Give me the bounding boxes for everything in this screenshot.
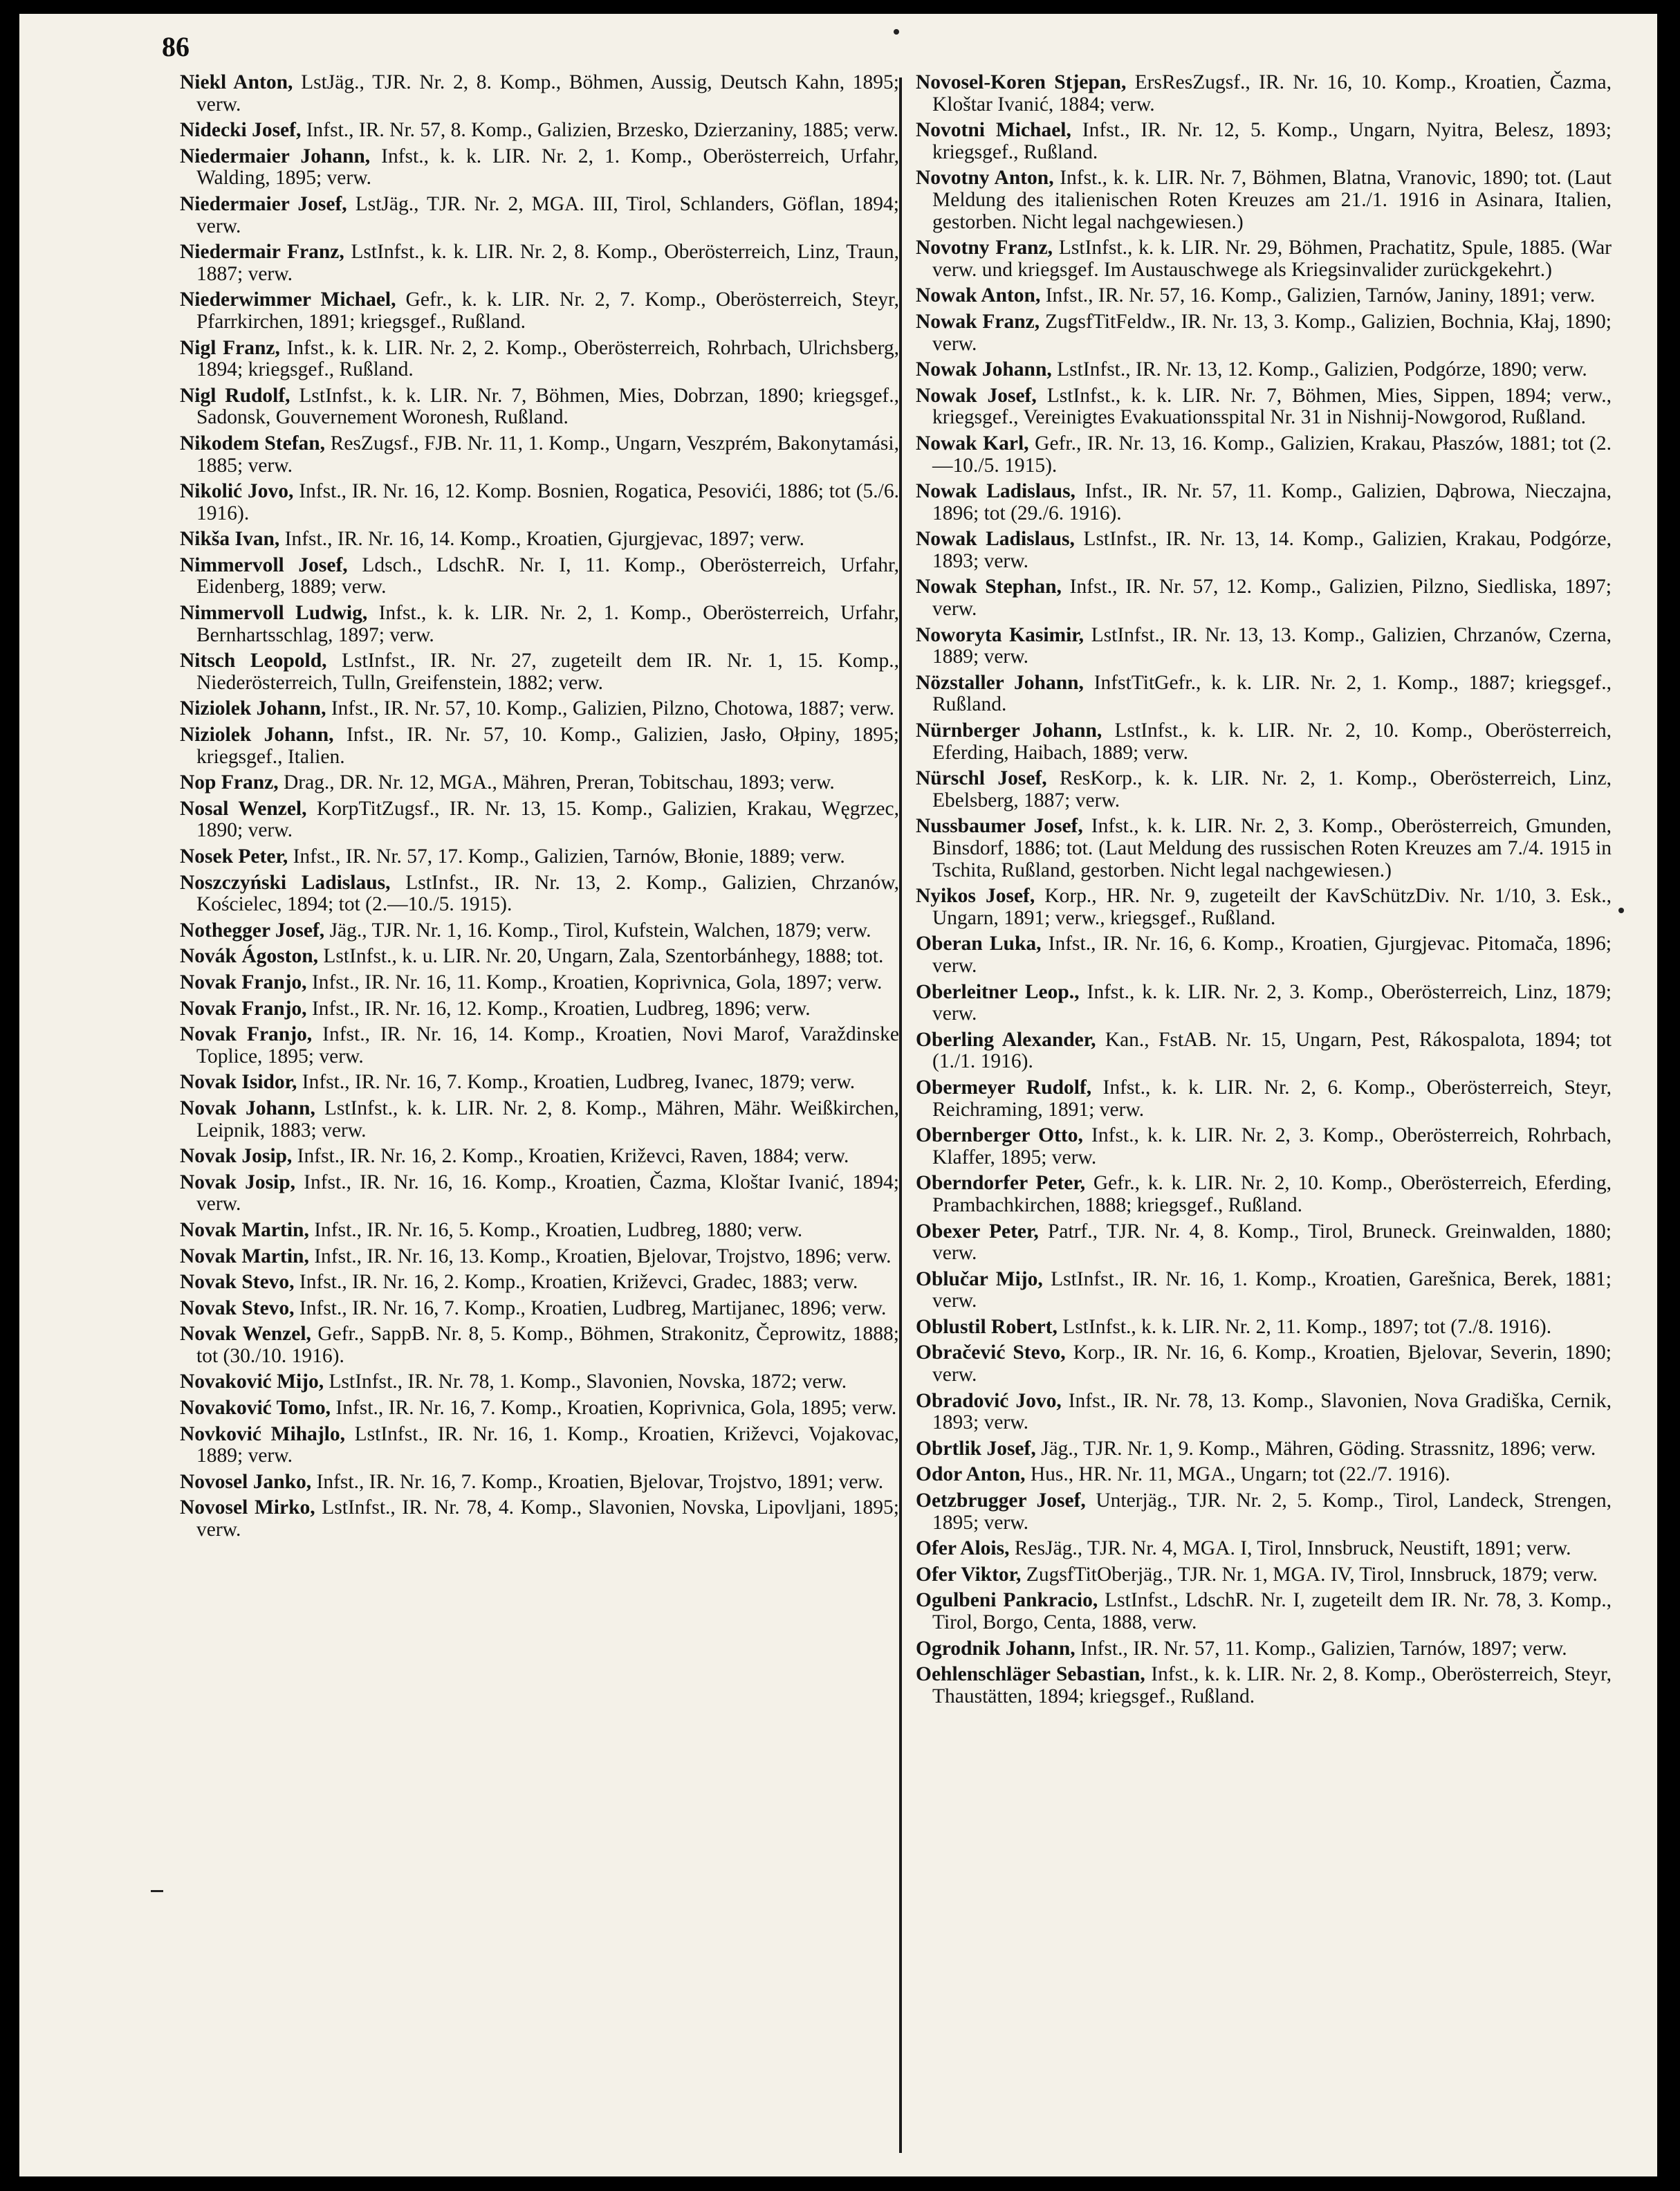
entry-name: Nimmervoll Ludwig, xyxy=(180,602,368,625)
register-entry xyxy=(180,1472,899,1494)
entry-details: LstInfst., k. k. LIR. Nr. 29, Böhmen, Prachatitz, Spule, 1885. (War verw. und kriegsgef. Im Austauschwege als Kriegsinvalider zurückgekehrt.) xyxy=(932,237,1612,281)
entry-name: Novak Franjo, xyxy=(180,1023,313,1046)
register-entry xyxy=(180,798,899,842)
entry-details: Infst., IR. Nr. 16, 16. Komp., Kroatien, Čazma, Kloštar Ivanić, 1894; verw. xyxy=(196,1171,899,1216)
entry-details: LstInfst., k. k. LIR. Nr. 2, 11. Komp., 1897; tot (7./8. 1916). xyxy=(1057,1315,1552,1338)
entry-details: LstInfst., k. k. LIR. Nr. 2, 10. Komp., Oberösterreich, Eferding, Haibach, 1889; verw. xyxy=(932,719,1612,764)
entry-name: Niziolek Johann, xyxy=(180,724,334,746)
entry-name: Nözstaller Johann, xyxy=(916,671,1084,694)
entry-name: Oberleitner Leop., xyxy=(916,980,1080,1003)
register-entry xyxy=(180,846,899,868)
entry-details: Drag., DR. Nr. 12, MGA., Mähren, Preran, Tobitschau, 1893; verw. xyxy=(278,771,835,794)
register-entry xyxy=(180,946,899,968)
entry-details: LstInfst., k. k. LIR. Nr. 2, 8. Komp., Mähren, Mähr. Weißkirchen, Leipnik, 1883; verw. xyxy=(196,1097,900,1142)
entry-details: Infst., IR. Nr. 57, 11. Komp., Galizien, Dąbrowa, Nieczajna, 1896; tot (29./6. 1916). xyxy=(932,480,1612,524)
register-entry xyxy=(916,1269,1612,1312)
register-entry xyxy=(180,1424,899,1467)
entry-details: Infst., IR. Nr. 57, 10. Komp., Galizien, Jasło, Ołpiny, 1895; kriegsgef., Italien. xyxy=(196,724,899,768)
register-entry xyxy=(180,385,899,429)
entry-details: LstInfst., IR. Nr. 13, 12. Komp., Galizien, Podgórze, 1890; verw. xyxy=(1051,358,1587,381)
entry-name: Niziolek Johann, xyxy=(180,697,326,720)
entry-name: Nikša Ivan, xyxy=(180,528,280,551)
entry-details: InfstTitGefr., k. k. LIR. Nr. 2, 1. Komp., 1887; kriegsgef., Rußland. xyxy=(932,671,1612,716)
register-entry xyxy=(916,1490,1612,1534)
entry-name: Novković Mihajlo, xyxy=(180,1422,345,1445)
entry-name: Nürnberger Johann, xyxy=(916,719,1102,742)
register-entry xyxy=(180,1146,899,1168)
register-entry xyxy=(180,698,899,720)
entry-details: LstInfst., k. u. LIR. Nr. 20, Ungarn, Zala, Szentorbánhegy, 1888; tot. xyxy=(317,945,884,968)
register-entry xyxy=(180,146,899,190)
register-entry xyxy=(916,1342,1612,1386)
entry-name: Obernberger Otto, xyxy=(916,1124,1083,1147)
entry-name: Noszczyński Ladislaus, xyxy=(180,871,391,894)
register-entry xyxy=(180,872,899,916)
register-entry xyxy=(180,1246,899,1268)
entry-details: Infst., IR. Nr. 57, 12. Komp., Galizien, Pilzno, Siedliska, 1897; verw. xyxy=(932,576,1612,621)
entry-details: Infst., IR. Nr. 16, 12. Komp., Kroatien, Ludbreg, 1896; verw. xyxy=(306,997,811,1020)
entry-name: Novak Martin, xyxy=(180,1218,309,1241)
register-entry xyxy=(916,167,1612,233)
register-entry xyxy=(916,481,1612,524)
register-entry xyxy=(916,1125,1612,1168)
entry-details: Infst., k. k. LIR. Nr. 2, 1. Komp., Oberösterreich, Urfahr, Walding, 1895; verw. xyxy=(196,145,899,190)
register-entry xyxy=(916,768,1612,812)
entry-details: LstInfst., IR. Nr. 13, 13. Komp., Galizien, Chrzanów, Czerna, 1889; verw. xyxy=(932,623,1612,668)
entry-details: LstInfst., IR. Nr. 78, 1. Komp., Slavonien, Novska, 1872; verw. xyxy=(324,1370,847,1393)
register-entry xyxy=(916,1221,1612,1265)
entry-details: Infst., k. k. LIR. Nr. 2, 6. Komp., Oberösterreich, Steyr, Reichraming, 1891; verw. xyxy=(932,1076,1612,1121)
entry-details: Gefr., k. k. LIR. Nr. 2, 10. Komp., Oberösterreich, Eferding, Prambachkirchen, 1888; kriegsgef., Rußland. xyxy=(932,1172,1612,1216)
entry-name: Nothegger Josef, xyxy=(180,919,325,942)
entry-name: Obermeyer Rudolf, xyxy=(916,1076,1092,1099)
entry-details: Unterjäg., TJR. Nr. 2, 5. Komp., Tirol, Landeck, Strengen, 1895; verw. xyxy=(932,1489,1612,1534)
entry-details: Gefr., SappB. Nr. 8, 5. Komp., Böhmen, Strakonitz, Čeprowitz, 1888; tot (30./10. 1916). xyxy=(196,1323,899,1367)
entry-name: Nigl Franz, xyxy=(180,336,280,359)
entry-details: Infst., IR. Nr. 16, 2. Komp., Kroatien, Križevci, Gradec, 1883; verw. xyxy=(294,1271,858,1294)
entry-name: Nidecki Josef, xyxy=(180,119,302,142)
entry-details: LstJäg., TJR. Nr. 2, 8. Komp., Böhmen, Aussig, Deutsch Kahn, 1895; verw. xyxy=(196,71,899,116)
entry-name: Novak Franjo, xyxy=(180,971,307,993)
entry-details: LstInfst., IR. Nr. 27, zugeteilt dem IR. Nr. 1, 15. Komp., Niederösterreich, Tulln, Greifenstein, 1882; verw. xyxy=(196,650,899,694)
entry-name: Nowak Johann, xyxy=(916,358,1052,381)
entry-name: Obradović Jovo, xyxy=(916,1389,1062,1412)
entry-details: LstInfst., IR. Nr. 13, 2. Komp., Galizien, Chrzanów, Kościelec, 1894; tot (2.—10./5. 1915). xyxy=(196,871,899,916)
entry-name: Novaković Mijo, xyxy=(180,1370,324,1393)
entry-details: LstInfst., IR. Nr. 16, 1. Komp., Kroatien, Garešnica, Berek, 1881; verw. xyxy=(932,1267,1612,1312)
register-entry xyxy=(916,886,1612,929)
entry-name: Ofer Viktor, xyxy=(916,1563,1022,1586)
entry-name: Oberling Alexander, xyxy=(916,1028,1096,1051)
ink-speck xyxy=(894,29,899,35)
entry-name: Novaković Tomo, xyxy=(180,1397,331,1420)
entry-name: Nowak Stephan, xyxy=(916,576,1062,598)
entry-details: Infst., IR. Nr. 57, 17. Komp., Galizien, Tarnów, Błonie, 1889; verw. xyxy=(288,845,845,868)
entry-name: Nyikos Josef, xyxy=(916,885,1035,908)
entry-name: Niederwimmer Michael, xyxy=(180,288,396,311)
entry-details: Infst., IR. Nr. 16, 7. Komp., Kroatien, Ludbreg, Martijanec, 1896; verw. xyxy=(294,1296,887,1319)
entry-details: LstInfst., IR. Nr. 13, 14. Komp., Galizien, Krakau, Podgórze, 1893; verw. xyxy=(932,528,1612,572)
entry-details: KorpTitZugsf., IR. Nr. 13, 15. Komp., Galizien, Krakau, Węgrzec, 1890; verw. xyxy=(196,797,899,842)
entry-name: Odor Anton, xyxy=(916,1463,1026,1486)
register-entry xyxy=(180,1220,899,1242)
register-entry xyxy=(180,1371,899,1393)
entry-details: Infst., k. k. LIR. Nr. 2, 3. Komp., Oberösterreich, Linz, 1879; verw. xyxy=(932,980,1612,1025)
entry-name: Nikolić Jovo, xyxy=(180,480,294,503)
entry-details: Gefr., IR. Nr. 13, 16. Komp., Galizien, Krakau, Płaszów, 1881; tot (2.—10./5. 1915). xyxy=(932,432,1612,477)
entry-details: Infst., IR. Nr. 16, 7. Komp., Kroatien, Ludbreg, Ivanec, 1879; verw. xyxy=(297,1071,856,1094)
register-entry xyxy=(916,1077,1612,1121)
entry-details: LstInfst., LdschR. Nr. I, zugeteilt dem IR. Nr. 78, 3. Komp., Tirol, Borgo, Centa, 1888, verw. xyxy=(932,1589,1612,1633)
register-entry xyxy=(916,1538,1612,1560)
entry-name: Novak Stevo, xyxy=(180,1271,295,1294)
entry-details: Infst., k. k. LIR. Nr. 2, 2. Komp., Oberösterreich, Rohrbach, Ulrichsberg, 1894; kriegsgef., Rußland. xyxy=(196,336,900,381)
entry-details: LstInfst., IR. Nr. 78, 4. Komp., Slavonien, Novska, Lipovljani, 1895; verw. xyxy=(196,1496,899,1541)
entry-name: Nigl Rudolf, xyxy=(180,384,290,407)
register-entry xyxy=(916,237,1612,281)
register-entry xyxy=(180,433,899,477)
entry-details: Infst., IR. Nr. 16, 2. Komp., Kroatien, Križevci, Raven, 1884; verw. xyxy=(292,1145,849,1168)
register-entry xyxy=(916,576,1612,620)
entry-name: Novak Franjo, xyxy=(180,997,307,1020)
entry-details: Infst., k. k. LIR. Nr. 7, Böhmen, Blatna, Vranovic, 1890; tot. (Laut Meldung des italienischen Roten Kreuzes am 21./1. 1916 in Asinara, Italien, gestorben. Nicht legal nachgewiesen.) xyxy=(932,167,1612,233)
entry-name: Nowak Anton, xyxy=(916,284,1041,307)
register-entry xyxy=(916,1391,1612,1434)
entry-name: Oberan Luka, xyxy=(916,933,1042,955)
entry-name: Nitsch Leopold, xyxy=(180,650,327,672)
entry-name: Nowak Josef, xyxy=(916,384,1037,407)
register-entry xyxy=(180,1072,899,1094)
entry-name: Oehlenschläger Sebastian, xyxy=(916,1663,1145,1686)
entry-details: ZugsfTitFeldw., IR. Nr. 13, 3. Komp., Galizien, Bochnia, Kłaj, 1890; verw. xyxy=(932,310,1612,355)
entry-details: Jäg., TJR. Nr. 1, 9. Komp., Mähren, Göding. Strassnitz, 1896; verw. xyxy=(1035,1437,1596,1460)
entry-details: Korp., IR. Nr. 16, 6. Komp., Kroatien, Bjelovar, Severin, 1890; verw. xyxy=(932,1341,1612,1386)
register-entry xyxy=(180,1172,899,1216)
entry-details: Infst., k. k. LIR. Nr. 2, 8. Komp., Oberösterreich, Steyr, Thaustätten, 1894; kriegsgef., Rußland. xyxy=(932,1663,1612,1707)
entry-name: Nowak Karl, xyxy=(916,432,1029,455)
register-entry xyxy=(916,1464,1612,1486)
entry-details: Infst., IR. Nr. 57, 16. Komp., Galizien, Tarnów, Janiny, 1891; verw. xyxy=(1040,284,1596,307)
ink-speck xyxy=(1618,908,1624,913)
register-entry xyxy=(180,120,899,142)
entry-name: Nowak Franz, xyxy=(916,310,1040,333)
entry-details: Kan., FstAB. Nr. 15, Ungarn, Pest, Rákospalota, 1894; tot (1./1. 1916). xyxy=(932,1028,1612,1073)
register-entry xyxy=(916,1564,1612,1586)
entry-details: Infst., IR. Nr. 16, 5. Komp., Kroatien, Ludbreg, 1880; verw. xyxy=(308,1218,803,1241)
register-entry xyxy=(916,385,1612,429)
register-entry xyxy=(180,241,899,285)
entry-name: Ofer Alois, xyxy=(916,1537,1010,1560)
entry-name: Novotni Michael, xyxy=(916,119,1071,142)
register-entry xyxy=(916,933,1612,977)
entry-details: ErsResZugsf., IR. Nr. 16, 10. Komp., Kroatien, Čazma, Kloštar Ivanić, 1884; verw. xyxy=(932,71,1612,116)
register-entry xyxy=(180,603,899,646)
register-entry xyxy=(180,1323,899,1367)
entry-name: Obexer Peter, xyxy=(916,1220,1039,1243)
register-entry xyxy=(916,1317,1612,1339)
entry-name: Niedermaier Josef, xyxy=(180,192,347,215)
entry-details: Jäg., TJR. Nr. 1, 16. Komp., Tirol, Kufstein, Walchen, 1879; verw. xyxy=(324,919,871,942)
entry-details: LstInfst., k. k. LIR. Nr. 2, 8. Komp., Oberösterreich, Linz, Traun, 1887; verw. xyxy=(196,241,899,285)
page-number: 86 xyxy=(162,31,190,62)
entry-details: Infst., IR. Nr. 16, 12. Komp. Bosnien, Rogatica, Pesovići, 1886; tot (5./6. 1916). xyxy=(196,480,899,524)
entry-details: Ldsch., LdschR. Nr. I, 11. Komp., Oberösterreich, Urfahr, Eidenberg, 1889; verw. xyxy=(196,553,899,598)
register-entry xyxy=(916,529,1612,572)
register-entry xyxy=(180,481,899,524)
entry-details: ResZugsf., FJB. Nr. 11, 1. Komp., Ungarn, Veszprém, Bakonytamási, 1885; verw. xyxy=(196,432,899,477)
entry-details: LstJäg., TJR. Nr. 2, MGA. III, Tirol, Schlanders, Göflan, 1894; verw. xyxy=(196,192,899,237)
entry-name: Niedermair Franz, xyxy=(180,241,344,264)
entry-details: Infst., IR. Nr. 16, 7. Komp., Kroatien, Koprivnica, Gola, 1895; verw. xyxy=(331,1397,897,1420)
entry-name: Oberndorfer Peter, xyxy=(916,1172,1086,1195)
entry-name: Noworyta Kasimir, xyxy=(916,623,1084,646)
entry-name: Novák Ágoston, xyxy=(180,945,318,968)
register-entry xyxy=(916,433,1612,477)
entry-details: Gefr., k. k. LIR. Nr. 2, 7. Komp., Oberösterreich, Steyr, Pfarrkirchen, 1891; kriegsgef., Rußland. xyxy=(196,288,899,333)
entry-name: Novosel Janko, xyxy=(180,1470,312,1493)
entry-name: Novosel-Koren Stjepan, xyxy=(916,71,1127,93)
entry-details: Infst., IR. Nr. 16, 13. Komp., Kroatien, Bjelovar, Trojstvo, 1896; verw. xyxy=(308,1245,892,1267)
register-entry xyxy=(916,816,1612,881)
register-entry xyxy=(180,72,899,116)
register-entry xyxy=(916,72,1612,116)
entry-name: Oetzbrugger Josef, xyxy=(916,1489,1086,1512)
register-entry xyxy=(916,1638,1612,1660)
entry-details: Infst., IR. Nr. 16, 11. Komp., Kroatien, Koprivnica, Gola, 1897; verw. xyxy=(306,971,883,993)
entry-details: Infst., IR. Nr. 16, 6. Komp., Kroatien, Gjurgjevac. Pitomača, 1896; verw. xyxy=(932,933,1612,977)
register-entry xyxy=(916,311,1612,355)
entry-name: Novak Johann, xyxy=(180,1097,315,1119)
entry-details: Infst., k. k. LIR. Nr. 2, 1. Komp., Oberösterreich, Urfahr, Bernhartsschlag, 1897; verw. xyxy=(196,602,899,646)
register-entry xyxy=(916,720,1612,764)
register-entry xyxy=(180,1024,899,1067)
entry-details: Patrf., TJR. Nr. 4, 8. Komp., Tirol, Bruneck. Greinwalden, 1880; verw. xyxy=(932,1220,1612,1265)
entry-details: Infst., IR. Nr. 57, 11. Komp., Galizien, Tarnów, 1897; verw. xyxy=(1075,1637,1567,1660)
register-entry xyxy=(180,724,899,768)
entry-name: Nop Franz, xyxy=(180,771,279,794)
document-page xyxy=(19,14,1657,2176)
entry-details: Infst., IR. Nr. 12, 5. Komp., Ungarn, Nyitra, Belesz, 1893; kriegsgef., Rußland. xyxy=(932,119,1612,163)
register-entry xyxy=(916,625,1612,668)
register-entry xyxy=(916,1590,1612,1633)
entry-details: LstInfst., IR. Nr. 16, 1. Komp., Kroatien, Križevci, Vojakovac, 1889; verw. xyxy=(196,1422,899,1467)
entry-name: Oblustil Robert, xyxy=(916,1315,1058,1338)
entry-name: Nowak Ladislaus, xyxy=(916,480,1076,503)
entry-details: Infst., IR. Nr. 16, 7. Komp., Kroatien, Bjelovar, Trojstvo, 1891; verw. xyxy=(311,1470,884,1493)
entry-name: Oblučar Mijo, xyxy=(916,1267,1043,1290)
entry-name: Nikodem Stefan, xyxy=(180,432,326,455)
entry-name: Novak Isidor, xyxy=(180,1071,297,1094)
register-entry xyxy=(180,1497,899,1541)
entry-name: Ogulbeni Pankracio, xyxy=(916,1589,1098,1612)
entry-details: Infst., IR. Nr. 57, 10. Komp., Galizien, Pilzno, Chotowa, 1887; verw. xyxy=(326,697,895,720)
entry-name: Novak Stevo, xyxy=(180,1296,295,1319)
entry-details: Infst., IR. Nr. 57, 8. Komp., Galizien, Brzesko, Dzierzaniny, 1885; verw. xyxy=(301,119,899,142)
left-column xyxy=(180,72,899,1546)
register-entry xyxy=(916,982,1612,1025)
entry-name: Niekl Anton, xyxy=(180,71,293,93)
entry-name: Niedermaier Johann, xyxy=(180,145,371,167)
register-entry xyxy=(916,359,1612,381)
entry-name: Nürschl Josef, xyxy=(916,767,1047,790)
entry-name: Novak Josip, xyxy=(180,1145,293,1168)
register-entry xyxy=(180,1298,899,1320)
register-entry xyxy=(180,338,899,381)
register-entry xyxy=(180,555,899,598)
margin-dash xyxy=(151,1890,163,1892)
entry-name: Nosek Peter, xyxy=(180,845,288,868)
entry-details: ResJäg., TJR. Nr. 4, MGA. I, Tirol, Innsbruck, Neustift, 1891; verw. xyxy=(1009,1537,1571,1560)
register-entry xyxy=(180,194,899,237)
register-entry xyxy=(916,285,1612,307)
entry-details: Infst., k. k. LIR. Nr. 2, 3. Komp., Oberösterreich, Gmunden, Binsdorf, 1886; tot. (Laut Meldung des russischen Roten Kreuzes am 7./4. 1915 in Tschita, Rußland, gestorben. Nicht legal nachgewiesen.) xyxy=(932,815,1612,881)
register-entry xyxy=(180,972,899,994)
column-divider xyxy=(899,77,902,2153)
entry-name: Novosel Mirko, xyxy=(180,1496,315,1519)
register-entry xyxy=(916,1664,1612,1707)
register-entry xyxy=(916,672,1612,716)
entry-details: LstInfst., k. k. LIR. Nr. 7, Böhmen, Mies, Sippen, 1894; verw., kriegsgef., Vereinigtes Evakuationsspital Nr. 31 in Nishnij-Nowgorod, Rußland. xyxy=(932,384,1612,429)
entry-name: Ogrodnik Johann, xyxy=(916,1637,1076,1660)
entry-name: Nussbaumer Josef, xyxy=(916,815,1083,838)
entry-details: Infst., IR. Nr. 16, 14. Komp., Kroatien, Novi Marof, Varaždinske Toplice, 1895; verw. xyxy=(196,1023,899,1067)
register-entry xyxy=(180,1098,899,1142)
entry-details: LstInfst., k. k. LIR. Nr. 7, Böhmen, Mies, Dobrzan, 1890; kriegsgef., Sadonsk, Gouvernement Woronesh, Rußland. xyxy=(196,384,899,429)
entry-name: Novotny Franz, xyxy=(916,237,1053,259)
entry-name: Nowak Ladislaus, xyxy=(916,528,1075,551)
entry-name: Nosal Wenzel, xyxy=(180,797,307,820)
register-entry xyxy=(916,120,1612,163)
register-entry xyxy=(916,1029,1612,1073)
entry-name: Nimmervoll Josef, xyxy=(180,553,348,576)
entry-name: Obrtlik Josef, xyxy=(916,1437,1036,1460)
entry-name: Novak Josip, xyxy=(180,1171,296,1193)
register-entry xyxy=(180,772,899,794)
entry-details: Hus., HR. Nr. 11, MGA., Ungarn; tot (22./7. 1916). xyxy=(1025,1463,1450,1486)
entry-details: Infst., k. k. LIR. Nr. 2, 3. Komp., Oberösterreich, Rohrbach, Klaffer, 1895; verw. xyxy=(932,1124,1612,1168)
entry-name: Novotny Anton, xyxy=(916,167,1054,190)
register-entry xyxy=(180,289,899,333)
register-entry xyxy=(180,920,899,942)
register-entry xyxy=(180,650,899,694)
register-entry xyxy=(916,1438,1612,1460)
entry-details: ZugsfTitOberjäg., TJR. Nr. 1, MGA. IV, Tirol, Innsbruck, 1879; verw. xyxy=(1021,1563,1598,1586)
entry-details: ResKorp., k. k. LIR. Nr. 2, 1. Komp., Oberösterreich, Linz, Ebelsberg, 1887; verw. xyxy=(932,767,1612,812)
entry-details: Infst., IR. Nr. 78, 13. Komp., Slavonien, Nova Gradiška, Cernik, 1893; verw. xyxy=(932,1389,1612,1434)
register-entry xyxy=(180,998,899,1020)
entry-details: Korp., HR. Nr. 9, zugeteilt der KavSchützDiv. Nr. 1/10, 3. Esk., Ungarn, 1891; verw., kriegsgef., Rußland. xyxy=(932,885,1612,929)
register-entry xyxy=(916,1173,1612,1216)
register-entry xyxy=(180,529,899,551)
right-column xyxy=(916,72,1612,1712)
register-entry xyxy=(180,1397,899,1420)
entry-name: Obračević Stevo, xyxy=(916,1341,1066,1364)
register-entry xyxy=(180,1272,899,1294)
entry-name: Novak Wenzel, xyxy=(180,1323,311,1346)
entry-details: Infst., IR. Nr. 16, 14. Komp., Kroatien, Gjurgjevac, 1897; verw. xyxy=(279,528,804,551)
entry-name: Novak Martin, xyxy=(180,1245,309,1267)
